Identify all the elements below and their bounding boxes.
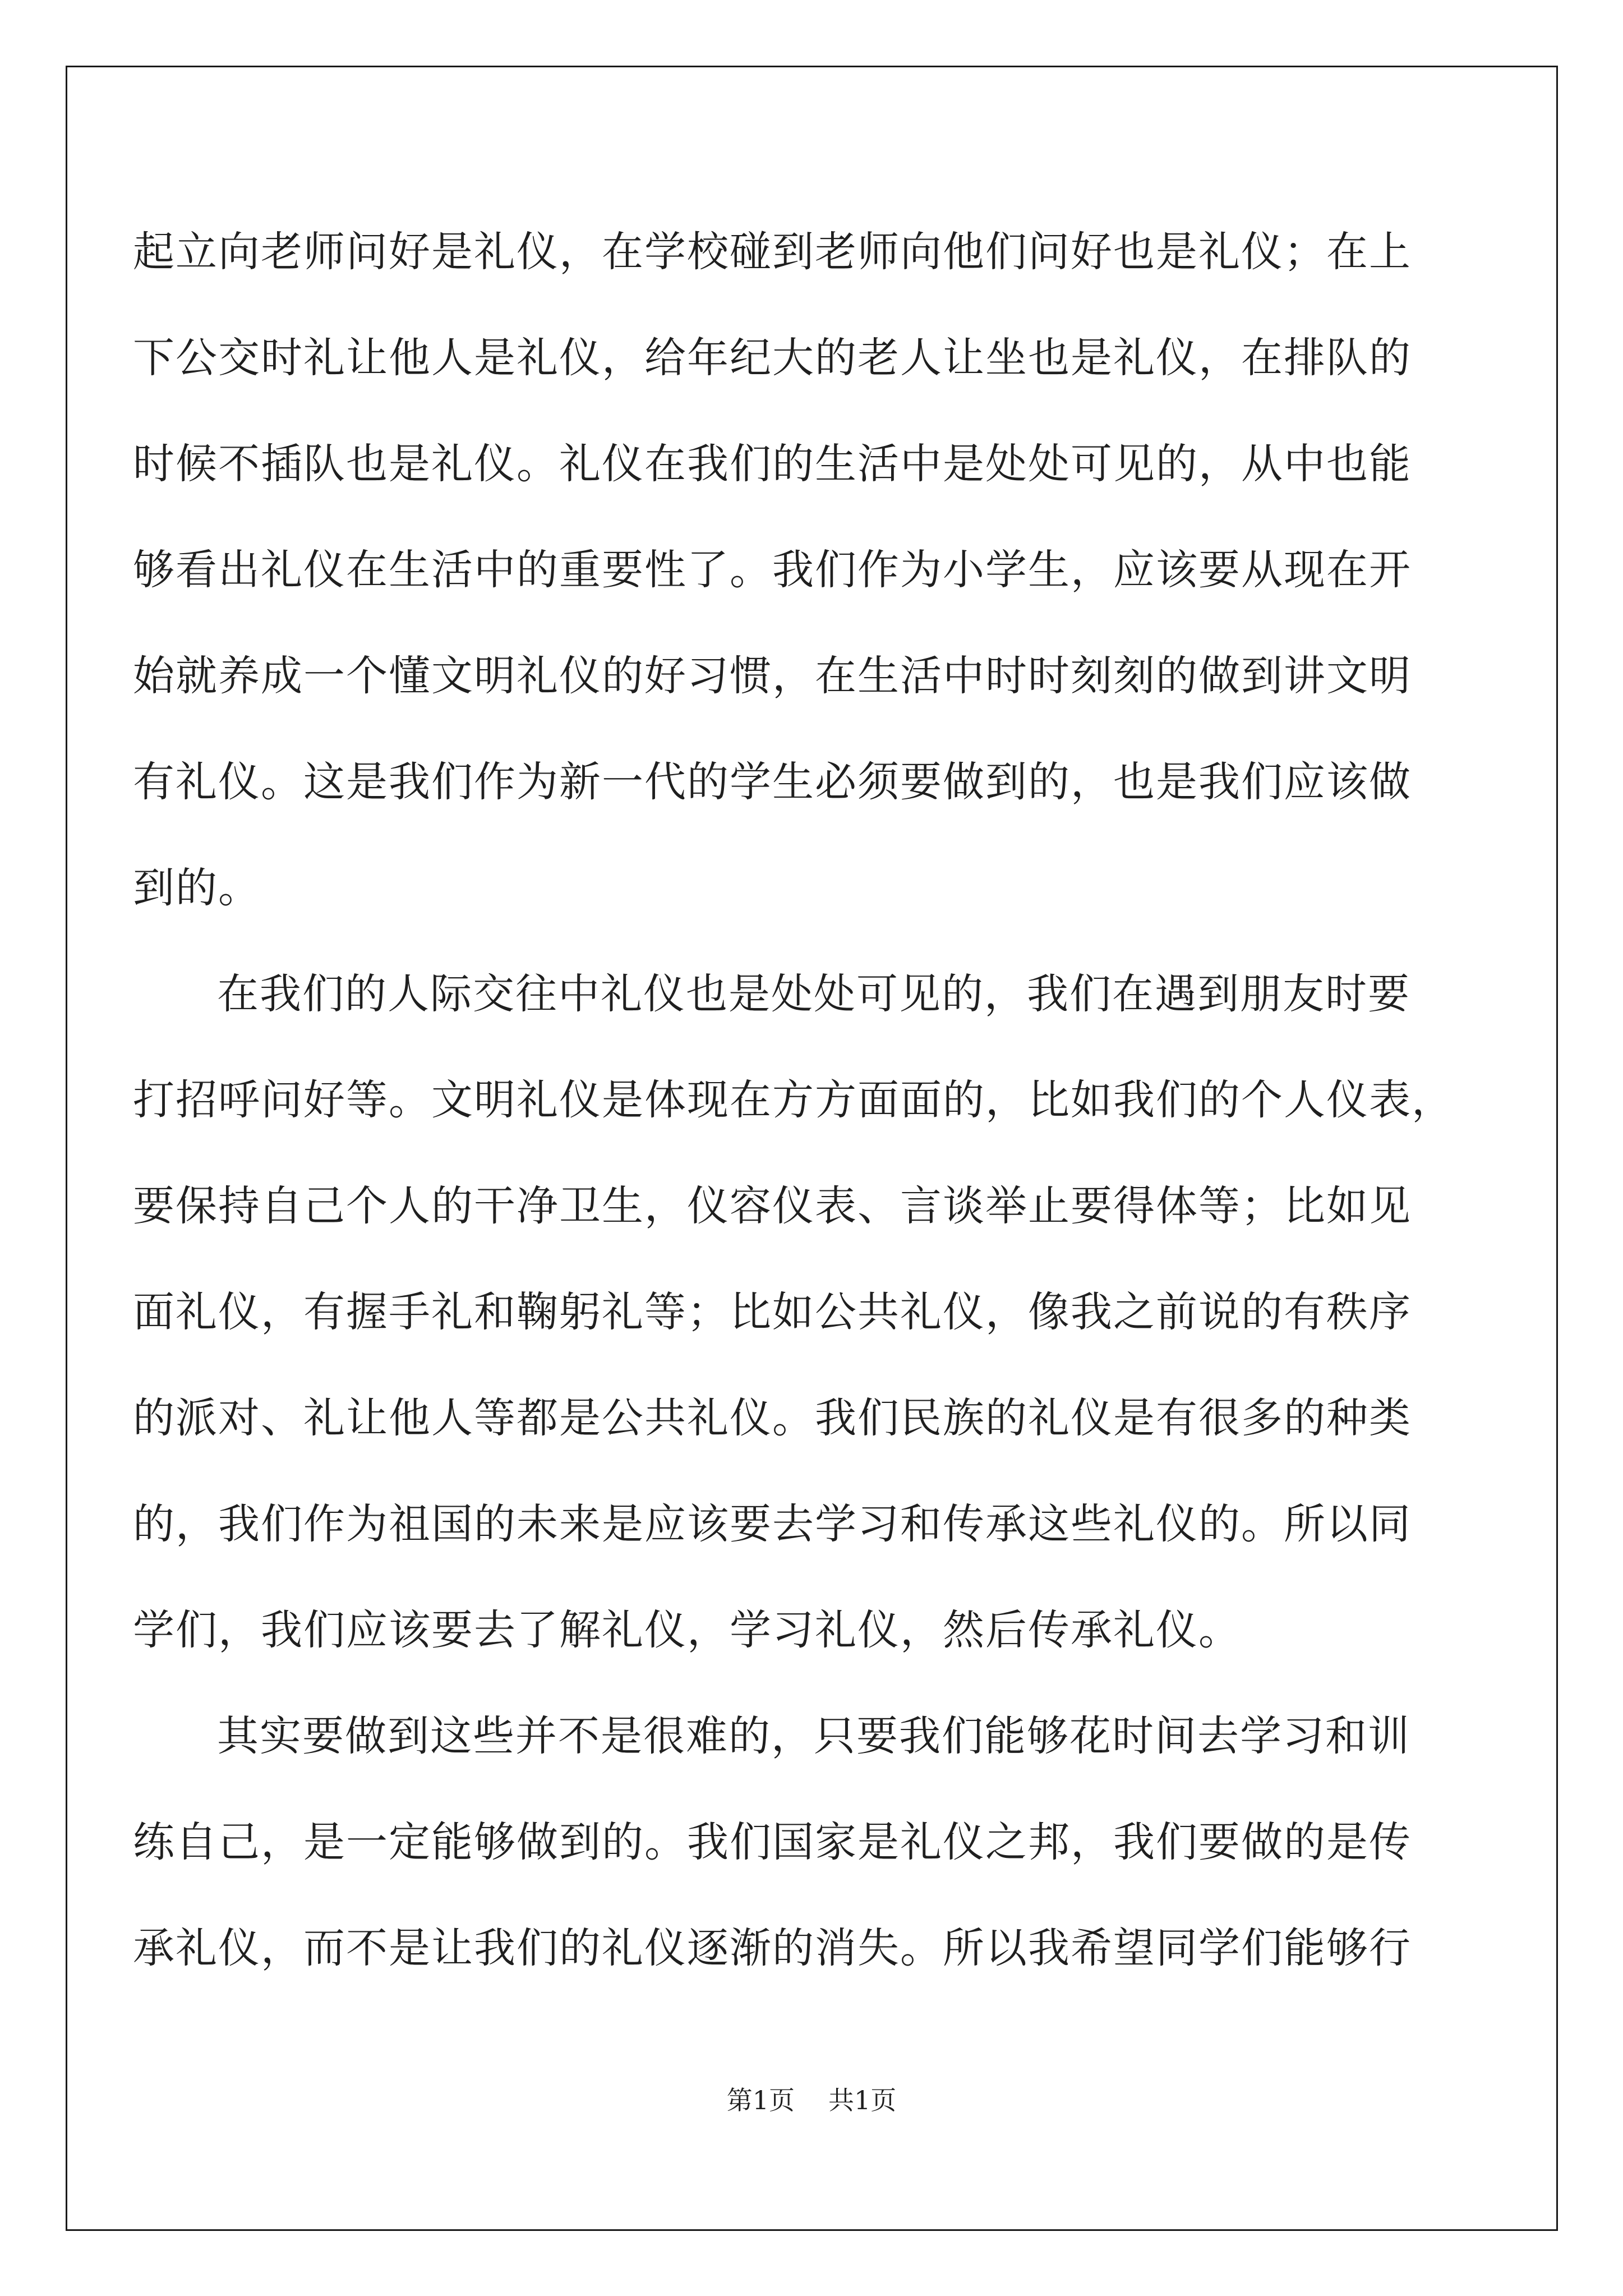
text-line: 练自己，是一定能够做到的。我们国家是礼仪之邦，我们要做的是传 <box>133 1818 1412 1866</box>
text-line: 要保持自己个人的干净卫生，仪容仪表、言谈举止要得体等；比如见 <box>133 1182 1412 1230</box>
text-line: 的，我们作为祖国的未来是应该要去学习和传承这些礼仪的。所以同 <box>133 1500 1412 1548</box>
text-line: 始就养成一个懂文明礼仪的好习惯，在生活中时时刻刻的做到讲文明 <box>133 652 1412 700</box>
text-line: 的派对、礼让他人等都是公共礼仪。我们民族的礼仪是有很多的种类 <box>133 1394 1412 1442</box>
text-line: 到的。 <box>133 864 261 912</box>
text-line: 够看出礼仪在生活中的重要性了。我们作为小学生，应该要从现在开 <box>133 546 1412 594</box>
document-body <box>133 199 1454 2001</box>
page-number: 第1页 <box>726 2085 795 2115</box>
text-line: 起立向老师问好是礼仪，在学校碰到老师向他们问好也是礼仪；在上 <box>133 228 1412 276</box>
text-line: 有礼仪。这是我们作为新一代的学生必须要做到的，也是我们应该做 <box>133 758 1412 806</box>
text-line: 打招呼问好等。文明礼仪是体现在方方面面的，比如我们的个人仪表， <box>133 1076 1454 1124</box>
text-line: 下公交时礼让他人是礼仪，给年纪大的老人让坐也是礼仪，在排队的 <box>133 334 1412 382</box>
text-line: 时候不插队也是礼仪。礼仪在我们的生活中是处处可见的，从中也能 <box>133 440 1412 488</box>
text-line: 在我们的人际交往中礼仪也是处处可见的，我们在遇到朋友时要 <box>217 970 1410 1018</box>
page-footer <box>0 2080 1623 2117</box>
text-line: 学们，我们应该要去了解礼仪，学习礼仪，然后传承礼仪。 <box>133 1606 1241 1654</box>
text-line: 其实要做到这些并不是很难的，只要我们能够花时间去学习和训 <box>217 1712 1410 1760</box>
page-total: 共1页 <box>828 2085 897 2115</box>
text-line: 面礼仪，有握手礼和鞠躬礼等；比如公共礼仪，像我之前说的有秩序 <box>133 1288 1412 1336</box>
text-line: 承礼仪，而不是让我们的礼仪逐渐的消失。所以我希望同学们能够行 <box>133 1924 1412 1972</box>
